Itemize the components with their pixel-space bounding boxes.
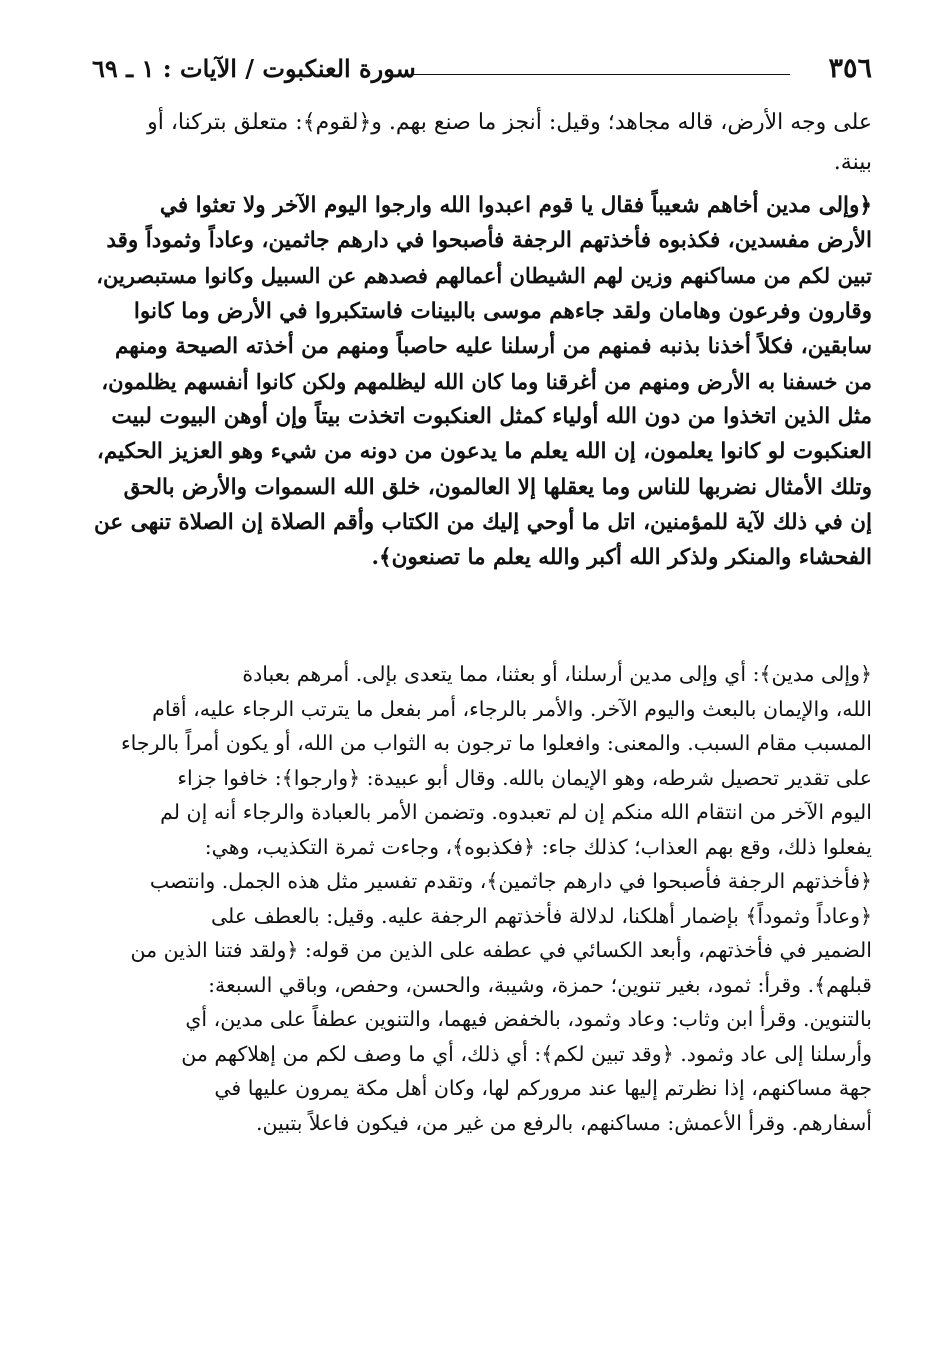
verse-line: من خسفنا به الأرض ومنهم من أغرقنا وما كان الله ليظلمهم ولكن كانوا أنفسهم يظلمون، (101, 368, 872, 394)
verse-line: الأرض مفسدين، فكذبوه فأخذتهم الرجفة فأصبحوا في دارهم جاثمين، وعاداً وثموداً وقد (106, 228, 872, 254)
commentary-line: أسفارهم. وقرأ الأعمش: مساكنهم، بالرفع من غير من، فيكون فاعلاً بتبين. (256, 1110, 872, 1135)
verse-line: ﴿وإلى مدين أخاهم شعيباً فقال يا قوم اعبدوا الله وارجوا اليوم الآخر ولا تعثوا في (159, 193, 872, 218)
commentary-line: ﴿فأخذتهم الرجفة فأصبحوا في دارهم جاثمين﴾، وتقدم تفسير مثل هذه الجمل. وانتصب (149, 869, 872, 893)
commentary (88, 657, 872, 1140)
verse-line: الفحشاء والمنكر ولذكر الله أكبر والله يعلم ما تصنعون﴾. (371, 544, 872, 570)
commentary-line: يفعلوا ذلك، وقع بهم العذاب؛ كذلك جاء: ﴿فكذبوه﴾، وجاءت ثمرة التكذيب، وهي: (204, 834, 872, 859)
verse-line: وتلك الأمثال نضربها للناس وما يعقلها إلا العالمون، خلق الله السموات والأرض بالحق (123, 474, 872, 500)
header-rule (412, 74, 790, 75)
quran-verses (88, 188, 872, 575)
text-line: على وجه الأرض، قاله مجاهد؛ وقيل: أنجز ما صنع بهم. و﴿لقوم﴾: متعلق بتركنا، أو (147, 110, 872, 135)
verse-line: سابقين، فكلاً أخذنا بذنبه فمنهم من أرسلنا عليه حاصباً ومنهم من أخذته الصيحة ومنهم (115, 333, 872, 359)
commentary-line: بالتنوين. وقرأ ابن وثاب: وعاد وثمود، بالخفض فيهما، والتنوين عطفاً على مدين، أي (185, 1007, 872, 1031)
commentary-line: ﴿وإلى مدين﴾: أي وإلى مدين أرسلنا، أو بعثنا، مما يتعدى بإلى. أمرهم بعبادة (242, 662, 872, 686)
commentary-line: الله، والإيمان بالبعث واليوم الآخر. والأمر بالرجاء، أمر بفعل ما يترتب الرجاء عليه، أقام (152, 696, 872, 721)
commentary-line: المسبب مقام السبب. والمعنى: وافعلوا ما ترجون به الثواب من الله، أو يكون أمراً بالرجاء (120, 731, 872, 755)
intro-paragraph (88, 103, 872, 183)
header-title: سورة العنكبوت / الآيات : ١ ـ ٦٩ (92, 54, 416, 83)
verse-line: العنكبوت لو كانوا يعلمون، إن الله يعلم ما يدعون من دونه من شيء وهو العزيز الحكيم، (96, 439, 872, 465)
page-header (92, 52, 872, 86)
page-number: ٣٥٦ (828, 53, 872, 84)
commentary-line: اليوم الآخر من انتقام الله منكم إن لم تعبدوه. وتضمن الأمر بالعبادة والرجاء أنه إن لم (160, 800, 872, 824)
commentary-line: الضمير في فأخذتهم، وأبعد الكسائي في عطفه على الذين من قوله: ﴿ولقد فتنا الذين من (130, 938, 872, 962)
verse-line: تبين لكم من مساكنهم وزين لهم الشيطان أعمالهم فصدهم عن السبيل وكانوا مستبصرين، (96, 263, 872, 289)
commentary-line: جهة مساكنهم، إذا نظرتم إليها عند مروركم لها، وكان أهل مكة يمرون عليها في (214, 1076, 872, 1100)
verse-line: مثل الذين اتخذوا من دون الله أولياء كمثل العنكبوت اتخذت بيتاً وإن أوهن البيوت لبيت (111, 404, 872, 430)
commentary-line: قبلهم﴾. وقرأ: ثمود، بغير تنوين؛ حمزة، وشيبة، والحسن، وحفص، وباقي السبعة: (208, 972, 872, 997)
text-line: بينة. (833, 150, 872, 175)
commentary-line: ﴿وعاداً وثموداً﴾ بإضمار أهلكنا، لدلالة فأخذتهم الرجفة عليه. وقيل: بالعطف على (210, 903, 872, 928)
verse-line: إن في ذلك لآية للمؤمنين، اتل ما أوحي إليك من الكتاب وأقم الصلاة إن الصلاة تنهى عن (93, 509, 872, 535)
commentary-line: على تقدير تحصيل شرطه، وهو الإيمان بالله. وقال أبو عبيدة: ﴿وارجوا﴾: خافوا جزاء (177, 765, 872, 790)
verse-line: وقارون وفرعون وهامان ولقد جاءهم موسى بالبينات فاستكبروا في الأرض وما كانوا (133, 298, 872, 324)
commentary-line: وأرسلنا إلى عاد وثمود. ﴿وقد تبين لكم﴾: أي ذلك، أي ما وصف لكم من إهلاكهم من (181, 1041, 872, 1066)
